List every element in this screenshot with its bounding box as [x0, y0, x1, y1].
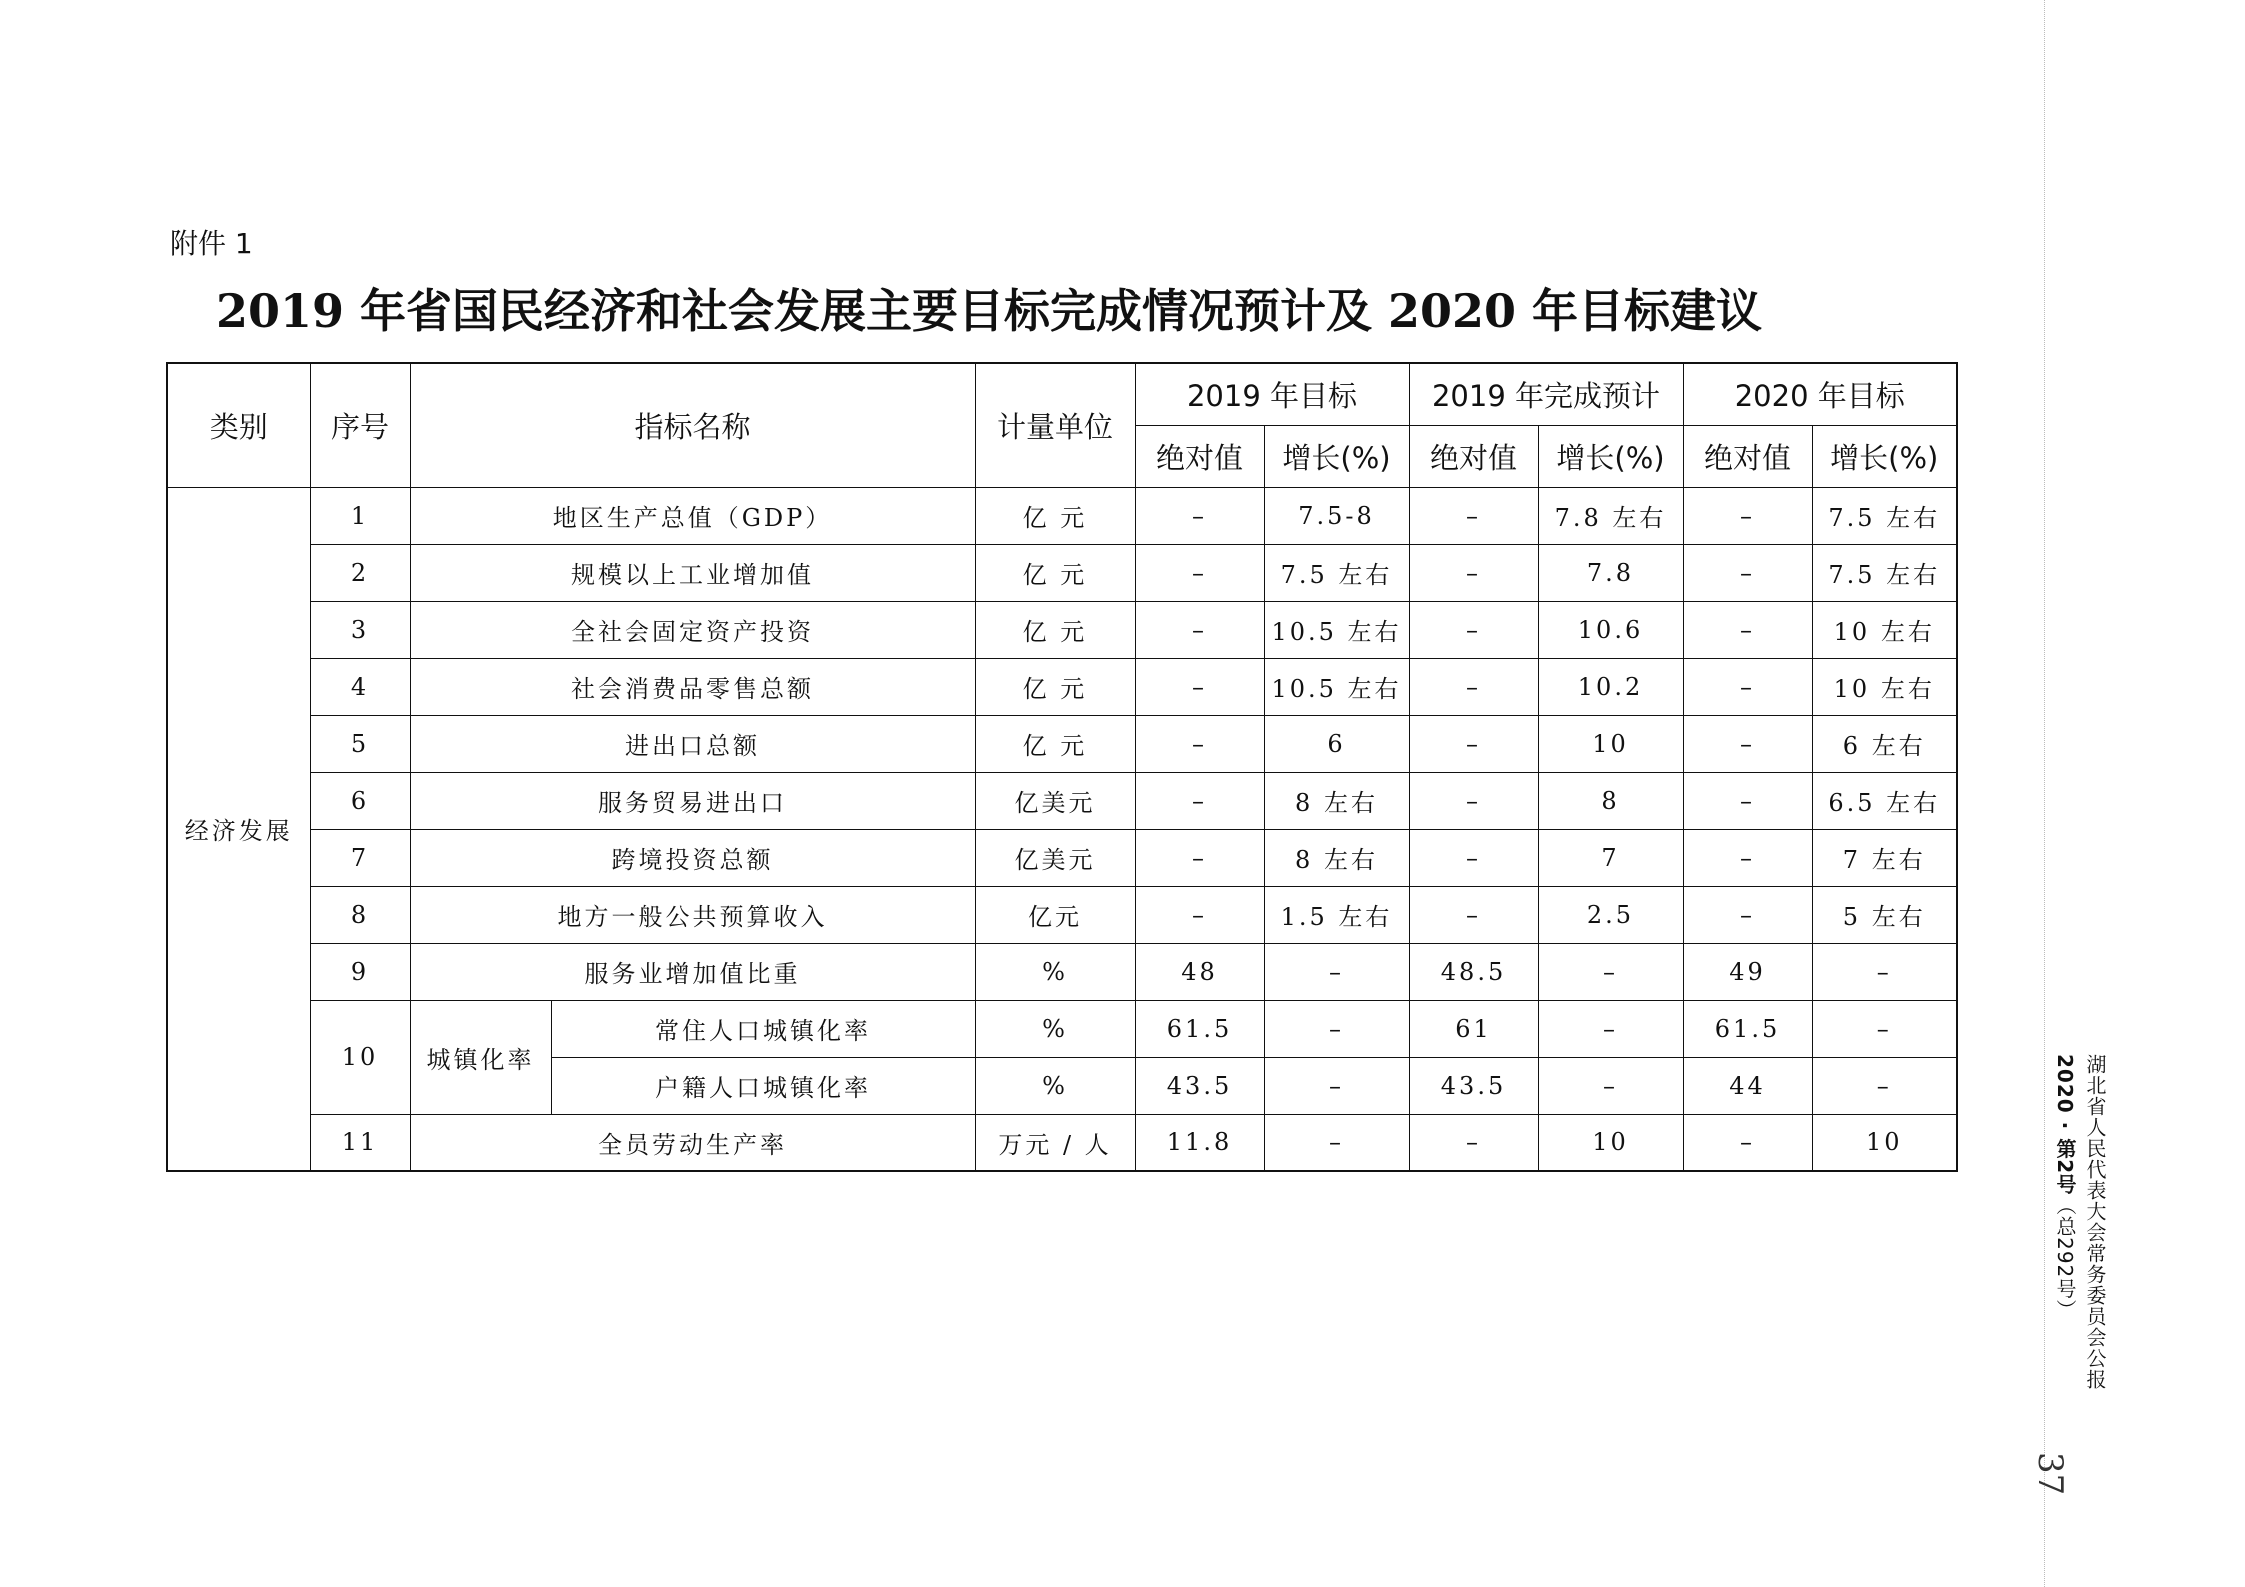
cell-index: 6 — [310, 772, 410, 829]
cell-2020-target-absolute: – — [1683, 544, 1812, 601]
page-number: 37 — [2030, 1452, 2070, 1496]
table-row — [167, 886, 1957, 943]
cell-2019-target-absolute: – — [1135, 772, 1264, 829]
cell-2019-estimate-growth: 10 — [1538, 715, 1683, 772]
category-cell: 经济发展 — [167, 487, 310, 1171]
cell-indicator-name: 规模以上工业增加值 — [410, 544, 975, 601]
cell-2019-estimate-absolute: 48.5 — [1409, 943, 1538, 1000]
cell-indicator-name: 服务业增加值比重 — [410, 943, 975, 1000]
header-2019-estimate-absolute: 绝对值 — [1409, 425, 1538, 487]
cell-2019-estimate-growth: – — [1538, 1057, 1683, 1114]
cell-2019-target-growth: 8 左右 — [1264, 829, 1409, 886]
cell-2019-target-growth: 10.5 左右 — [1264, 601, 1409, 658]
table-row — [167, 601, 1957, 658]
cell-unit: % — [975, 943, 1135, 1000]
cell-2019-estimate-absolute: – — [1409, 601, 1538, 658]
cell-2020-target-absolute: – — [1683, 772, 1812, 829]
cell-2019-estimate-absolute: – — [1409, 658, 1538, 715]
urbanization-group-label: 城镇化率 — [410, 1000, 551, 1114]
cell-2020-target-absolute: – — [1683, 487, 1812, 544]
cell-2020-target-growth: 7.5 左右 — [1812, 544, 1957, 601]
cell-2019-estimate-growth: 2.5 — [1538, 886, 1683, 943]
cell-2019-target-absolute: – — [1135, 658, 1264, 715]
cell-index: 7 — [310, 829, 410, 886]
cell-2019-target-absolute: – — [1135, 487, 1264, 544]
cell-2019-target-absolute: – — [1135, 715, 1264, 772]
cell-2019-estimate-absolute: 43.5 — [1409, 1057, 1538, 1114]
table-row — [167, 1114, 1957, 1171]
cell-indicator-name: 常住人口城镇化率 — [551, 1000, 975, 1057]
cell-2019-target-growth: – — [1264, 1114, 1409, 1171]
table-row — [167, 544, 1957, 601]
table-header-row — [167, 363, 1957, 425]
cell-2020-target-growth: – — [1812, 943, 1957, 1000]
cell-2020-target-absolute: – — [1683, 601, 1812, 658]
cell-unit: 亿美元 — [975, 772, 1135, 829]
cell-2020-target-growth: 6.5 左右 — [1812, 772, 1957, 829]
cell-2019-target-absolute: – — [1135, 829, 1264, 886]
margin-rule — [2044, 0, 2045, 1587]
header-2019-estimate: 2019 年完成预计 — [1409, 363, 1683, 425]
cell-2019-estimate-growth: 7.8 — [1538, 544, 1683, 601]
cell-2019-estimate-growth: 7.8 左右 — [1538, 487, 1683, 544]
cell-2020-target-absolute: 44 — [1683, 1057, 1812, 1114]
cell-indicator-name: 户籍人口城镇化率 — [551, 1057, 975, 1114]
cell-2019-estimate-growth: 10.2 — [1538, 658, 1683, 715]
cell-2020-target-growth: – — [1812, 1057, 1957, 1114]
header-2019-target-absolute: 绝对值 — [1135, 425, 1264, 487]
cell-index: 10 — [310, 1000, 410, 1114]
table-row — [167, 943, 1957, 1000]
cell-index: 9 — [310, 943, 410, 1000]
cell-2019-estimate-absolute: – — [1409, 829, 1538, 886]
cell-2020-target-growth: 6 左右 — [1812, 715, 1957, 772]
cell-2019-target-growth: – — [1264, 1000, 1409, 1057]
header-2020-target-growth: 增长(%) — [1812, 425, 1957, 487]
cell-2020-target-growth: 10 左右 — [1812, 658, 1957, 715]
cell-unit: 亿 元 — [975, 601, 1135, 658]
cell-2019-target-absolute: – — [1135, 886, 1264, 943]
cell-2020-target-absolute: – — [1683, 1114, 1812, 1171]
cell-unit: 亿 元 — [975, 487, 1135, 544]
header-2019-target-growth: 增长(%) — [1264, 425, 1409, 487]
publication-name: 湖北省人民代表大会常务委员会公报 — [2083, 1054, 2107, 1390]
cell-unit: % — [975, 1057, 1135, 1114]
indicator-table — [166, 362, 1958, 1172]
cell-2020-target-growth: 7 左右 — [1812, 829, 1957, 886]
cell-unit: % — [975, 1000, 1135, 1057]
table-row — [167, 772, 1957, 829]
cell-indicator-name: 服务贸易进出口 — [410, 772, 975, 829]
cell-2019-estimate-absolute: – — [1409, 487, 1538, 544]
cell-indicator-name: 全社会固定资产投资 — [410, 601, 975, 658]
cell-2019-estimate-absolute: – — [1409, 886, 1538, 943]
cell-unit: 亿 元 — [975, 544, 1135, 601]
page-title: 2019 年省国民经济和社会发展主要目标完成情况预计及 2020 年目标建议 — [215, 284, 1763, 338]
cell-2019-estimate-absolute: – — [1409, 544, 1538, 601]
cell-unit: 亿 元 — [975, 715, 1135, 772]
cell-indicator-name: 进出口总额 — [410, 715, 975, 772]
cell-2019-target-growth: 7.5-8 — [1264, 487, 1409, 544]
table-row — [167, 829, 1957, 886]
cell-index: 3 — [310, 601, 410, 658]
cell-index: 8 — [310, 886, 410, 943]
cell-indicator-name: 地区生产总值（GDP） — [410, 487, 975, 544]
header-unit: 计量单位 — [975, 363, 1135, 487]
cell-index: 5 — [310, 715, 410, 772]
cell-2020-target-absolute: – — [1683, 658, 1812, 715]
cell-2019-target-absolute: – — [1135, 544, 1264, 601]
cell-2019-target-growth: 8 左右 — [1264, 772, 1409, 829]
attachment-label: 附件 1 — [170, 227, 253, 260]
cell-2019-estimate-absolute: – — [1409, 715, 1538, 772]
cell-2020-target-growth: 5 左右 — [1812, 886, 1957, 943]
cell-2020-target-absolute: 61.5 — [1683, 1000, 1812, 1057]
cell-2020-target-growth: 10 左右 — [1812, 601, 1957, 658]
cell-unit: 万元 / 人 — [975, 1114, 1135, 1171]
header-index: 序号 — [310, 363, 410, 487]
cell-index: 2 — [310, 544, 410, 601]
cell-indicator-name: 地方一般公共预算收入 — [410, 886, 975, 943]
cell-2019-target-absolute: – — [1135, 601, 1264, 658]
cell-2020-target-growth: 7.5 左右 — [1812, 487, 1957, 544]
cell-2020-target-absolute: 49 — [1683, 943, 1812, 1000]
cell-indicator-name: 全员劳动生产率 — [410, 1114, 975, 1171]
cell-2019-estimate-growth: – — [1538, 1000, 1683, 1057]
cell-indicator-name: 跨境投资总额 — [410, 829, 975, 886]
cell-2019-target-absolute: 43.5 — [1135, 1057, 1264, 1114]
cell-2019-target-growth: 7.5 左右 — [1264, 544, 1409, 601]
cell-index: 4 — [310, 658, 410, 715]
cell-2019-target-absolute: 61.5 — [1135, 1000, 1264, 1057]
table-row — [167, 715, 1957, 772]
cell-2019-target-absolute: 11.8 — [1135, 1114, 1264, 1171]
cell-unit: 亿美元 — [975, 829, 1135, 886]
header-2020-target: 2020 年目标 — [1683, 363, 1957, 425]
table-row — [167, 658, 1957, 715]
cell-2020-target-growth: – — [1812, 1000, 1957, 1057]
header-2019-estimate-growth: 增长(%) — [1538, 425, 1683, 487]
cell-2019-estimate-growth: 8 — [1538, 772, 1683, 829]
cell-2019-estimate-growth: – — [1538, 943, 1683, 1000]
cell-2019-target-growth: 10.5 左右 — [1264, 658, 1409, 715]
cell-2019-estimate-absolute: – — [1409, 772, 1538, 829]
cell-2020-target-absolute: – — [1683, 829, 1812, 886]
cell-2019-target-growth: – — [1264, 1057, 1409, 1114]
cell-2019-target-growth: 1.5 左右 — [1264, 886, 1409, 943]
issue-line — [2050, 1054, 2080, 1390]
cell-index: 1 — [310, 487, 410, 544]
table-row — [167, 1000, 1957, 1057]
cell-unit: 亿元 — [975, 886, 1135, 943]
cell-unit: 亿 元 — [975, 658, 1135, 715]
header-2019-target: 2019 年目标 — [1135, 363, 1409, 425]
cell-2019-estimate-absolute: – — [1409, 1114, 1538, 1171]
total-issue-number: （总292号） — [2053, 1195, 2077, 1321]
table-row — [167, 487, 1957, 544]
cell-2019-target-growth: 6 — [1264, 715, 1409, 772]
header-indicator-name: 指标名称 — [410, 363, 975, 487]
cell-indicator-name: 社会消费品零售总额 — [410, 658, 975, 715]
cell-2019-target-absolute: 48 — [1135, 943, 1264, 1000]
cell-index: 11 — [310, 1114, 410, 1171]
header-2020-target-absolute: 绝对值 — [1683, 425, 1812, 487]
cell-2019-estimate-growth: 10.6 — [1538, 601, 1683, 658]
cell-2020-target-growth: 10 — [1812, 1114, 1957, 1171]
publication-sidebar — [2050, 1054, 2110, 1390]
cell-2019-estimate-growth: 10 — [1538, 1114, 1683, 1171]
cell-2020-target-absolute: – — [1683, 715, 1812, 772]
cell-2019-estimate-growth: 7 — [1538, 829, 1683, 886]
cell-2019-estimate-absolute: 61 — [1409, 1000, 1538, 1057]
cell-2020-target-absolute: – — [1683, 886, 1812, 943]
header-category: 类别 — [167, 363, 310, 487]
cell-2019-target-growth: – — [1264, 943, 1409, 1000]
issue-number: 2020 · 第2号 — [2053, 1054, 2077, 1196]
